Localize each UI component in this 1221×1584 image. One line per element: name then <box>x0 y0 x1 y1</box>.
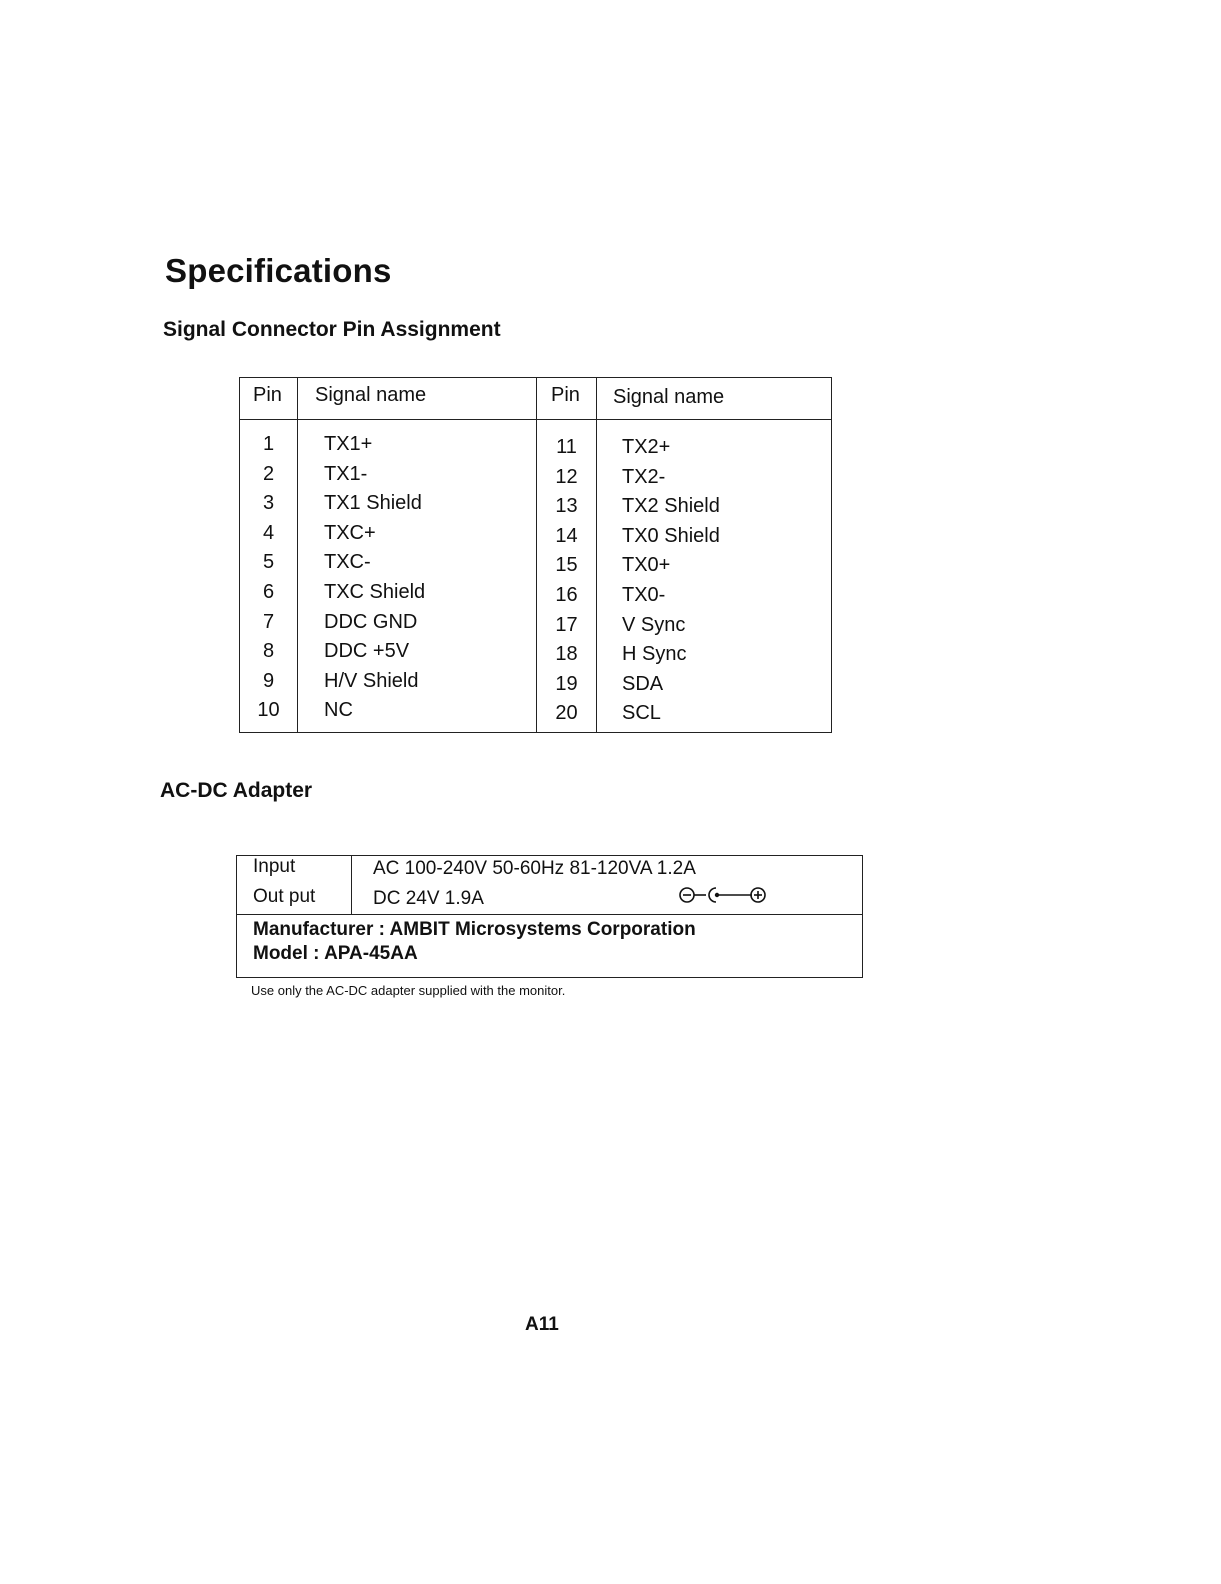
signal-name-cell: H Sync <box>622 643 687 666</box>
pin-number-cell: 20 <box>555 702 578 725</box>
right-signal-column <box>622 433 720 729</box>
pin-number-cell: 14 <box>555 524 578 547</box>
signal-name-cell: SCL <box>622 702 661 725</box>
left-pin-column <box>240 430 297 726</box>
output-label: Out put <box>253 886 316 907</box>
pin-number-cell: 15 <box>555 554 578 577</box>
output-value: DC 24V 1.9A <box>373 888 484 909</box>
pin-number-cell: 16 <box>555 583 578 606</box>
signal-name-cell: NC <box>324 699 353 722</box>
signal-name-cell: SDA <box>622 672 664 695</box>
pin-number-cell: 13 <box>555 495 578 518</box>
page-title: Specifications <box>165 252 392 289</box>
signal-name-cell: TXC Shield <box>324 580 426 603</box>
pin-number-cell: 17 <box>555 613 578 636</box>
page-number: A11 <box>525 1314 559 1335</box>
pin-assignment-table <box>239 377 832 733</box>
signal-name-cell: TX0+ <box>622 554 671 577</box>
table-divider <box>297 378 298 732</box>
signal-name-cell: TX2- <box>622 465 666 488</box>
input-label: Input <box>253 856 296 877</box>
signal-name-cell: TX1+ <box>324 433 373 455</box>
adapter-spec-table <box>236 855 863 978</box>
adapter-usage-note: Use only the AC-DC adapter supplied with the monitor. <box>251 983 566 998</box>
left-signal-column <box>324 430 425 726</box>
pin-number-cell: 2 <box>262 462 275 485</box>
signal-name-cell: TXC- <box>324 551 371 574</box>
signal-name-cell: TX0- <box>622 583 666 606</box>
table-divider <box>351 856 352 914</box>
signal-name-cell: H/V Shield <box>324 669 419 692</box>
signal-name-cell: TX0 Shield <box>622 524 720 547</box>
pin-number-cell: 1 <box>262 433 275 455</box>
table-header-rule <box>240 419 831 420</box>
signal-name-cell: TX1 Shield <box>324 492 422 515</box>
dc-polarity-icon <box>678 884 768 906</box>
pin-number-cell: 8 <box>262 640 275 663</box>
pin-number-cell: 10 <box>257 699 280 722</box>
pin-number-cell: 5 <box>262 551 275 574</box>
signal-name-cell: TX2 Shield <box>622 495 720 518</box>
signal-name-cell: DDC GND <box>324 610 418 633</box>
pin-number-cell: 7 <box>262 610 275 633</box>
header-pin-left: Pin <box>253 384 282 406</box>
header-pin-right: Pin <box>551 384 580 406</box>
table-divider <box>596 378 597 732</box>
model-text: Model : APA-45AA <box>253 943 418 964</box>
signal-name-cell: TX2+ <box>622 436 671 458</box>
pin-number-cell: 4 <box>262 521 275 544</box>
header-signal-left: Signal name <box>315 384 427 406</box>
input-value: AC 100-240V 50-60Hz 81-120VA 1.2A <box>373 858 696 879</box>
adapter-heading: AC-DC Adapter <box>160 779 313 802</box>
pin-number-cell: 19 <box>555 672 578 695</box>
pin-number-cell: 12 <box>555 465 578 488</box>
signal-name-cell: V Sync <box>622 613 686 636</box>
signal-name-cell: DDC +5V <box>324 640 410 663</box>
pin-number-cell: 9 <box>262 669 275 692</box>
table-divider <box>237 914 862 915</box>
pin-number-cell: 3 <box>262 492 275 515</box>
signal-name-cell: TXC+ <box>324 521 376 544</box>
pin-number-cell: 11 <box>556 436 577 458</box>
pin-number-cell: 18 <box>555 643 578 666</box>
pin-assignment-heading: Signal Connector Pin Assignment <box>163 318 501 341</box>
header-signal-right: Signal name <box>613 386 725 408</box>
right-pin-column <box>537 433 596 729</box>
manufacturer-text: Manufacturer : AMBIT Microsystems Corporation <box>253 919 696 940</box>
signal-name-cell: TX1- <box>324 462 368 485</box>
pin-number-cell: 6 <box>262 580 275 603</box>
